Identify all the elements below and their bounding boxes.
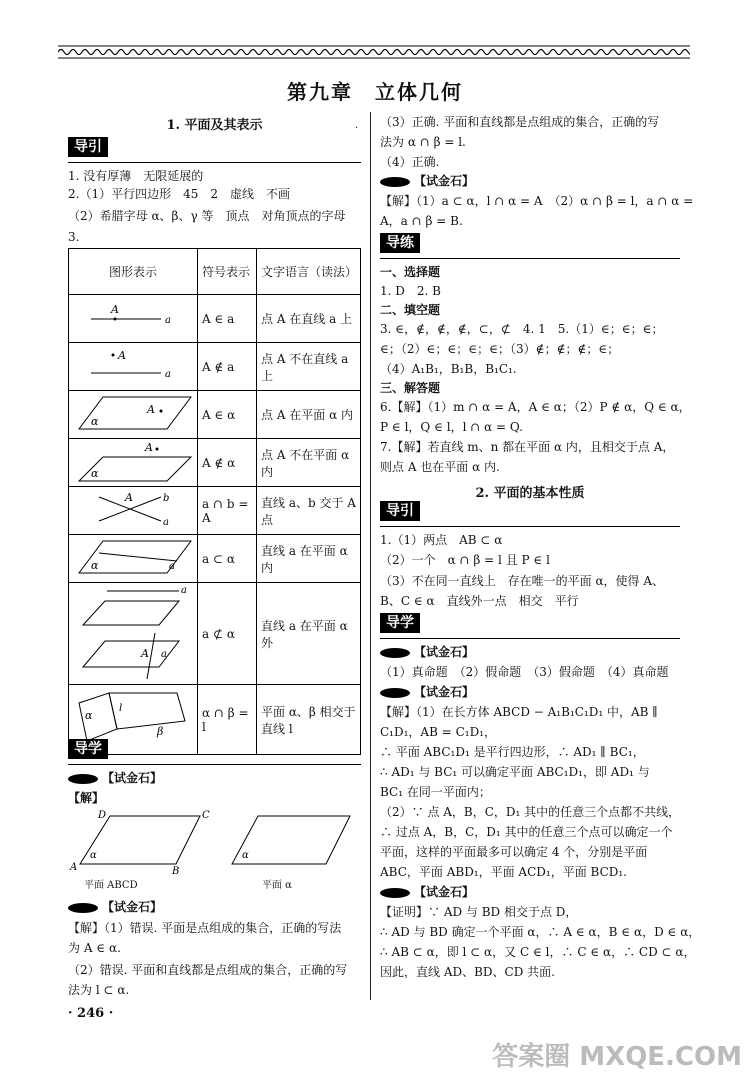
tag-daoyin [68,138,361,163]
tag-label: 导引 [380,501,420,521]
shijinshi-heading [380,173,474,189]
text-line: 【解】（1）在长方体 ABCD − A₁B₁C₁D₁ 中，AB ∥ [380,705,658,719]
text-line: ∴ AB ⊂ α，即 l ⊂ α，又 C ∈ l，∴ C ∈ α，∴ CD ⊂ α， [380,945,696,959]
text-line: ∴ 平面 ABC₁D₁ 是平行四边形，∴ AD₁ ∥ BC₁， [380,745,645,759]
shijinshi-label: 【试金石】 [414,645,475,659]
page-number: · 246 · [68,1006,114,1021]
text-line: （2）一个 α ∩ β = l 且 P ∈ l [380,553,550,567]
figure-cell [69,535,198,583]
text-line: A，a ∩ β = B. [380,214,463,228]
pill-icon [68,774,98,784]
table-cell: 点 A 在直线 a 上 [257,295,361,343]
table-cell: 直线 a 在平面 α 内 [257,535,361,583]
column-divider [370,112,371,1000]
tag-daoyin-2 [380,502,680,527]
svg-text:α: α [91,559,99,572]
svg-text:A: A [118,349,126,362]
text-line: （2）希腊字母 α、β、γ 等 顶点 对角顶点的字母 [68,209,346,223]
table-cell: a ∩ b = A [198,487,257,535]
figure-point-off-plane [69,439,195,483]
figure-point-off-line [69,343,195,387]
svg-text:A: A [111,303,119,316]
text-line: C₁D₁，AB = C₁D₁， [380,725,497,739]
jie-label: 【解】 [68,791,105,805]
symbol-table [68,248,361,755]
text-line: 二、填空题 [380,303,441,317]
figure-point-on-line [69,295,195,339]
table-cell: A ∈ α [198,391,257,439]
svg-text:A: A [147,403,155,416]
figure-caption: 平面 ABCD [84,880,138,891]
header-ornament [58,44,690,60]
text-line: 法为 l ⊂ α. [68,983,130,997]
shijinshi-label: 【试金石】 [102,900,163,914]
figure-point-in-plane [69,391,195,435]
shijinshi-label: 【试金石】 [414,685,475,699]
tick-mark: · [355,123,359,134]
watermark: 答案圈 MXQE.COM [492,1042,742,1072]
tag-daoxue [68,740,361,765]
text-line: （1）真命题 （2）假命题 （3）假命题 （4）真命题 [380,665,669,679]
figure-line-in-plane [69,535,195,579]
svg-text:A: A [70,862,78,873]
shijinshi-heading [68,899,162,915]
text-line: 为 A ∈ α. [68,941,121,955]
svg-text:β: β [157,725,164,738]
text-line: （3）正确. 平面和直线都是点组成的集合，正确的写 [380,115,660,129]
svg-text:α: α [242,850,249,861]
text-line: ∴ AD 与 BD 确定一个平面 α，∴ A ∈ α，B ∈ α，D ∈ α， [380,925,701,939]
svg-text:A: A [145,441,153,454]
table-header: 文字语言（读法） [257,249,361,295]
chapter-title: 第九章 立体几何 [287,80,463,104]
section-title-1: 1. 平面及其表示 [166,118,263,133]
tag-label: 导练 [380,233,420,253]
table-header: 图形表示 [69,249,198,295]
svg-text:C: C [202,810,210,821]
text-line: P ∈ l，Q ∈ l，l ∩ α = Q. [380,420,523,434]
figure-caption: 平面 α [262,880,292,891]
text-line: （2）错误. 平面和直线都是点组成的集合，正确的写 [68,963,348,977]
svg-text:A: A [125,491,133,504]
shijinshi-label: 【试金石】 [414,885,475,899]
svg-text:α: α [90,850,97,861]
section-title-2: 2. 平面的基本性质 [475,486,585,501]
svg-text:α: α [91,467,99,480]
text-line: （3）不在同一直线上 存在唯一的平面 α，使得 A、 [380,574,665,588]
svg-text:a: a [165,369,171,380]
table-cell: 平面 α、β 相交于直线 l [257,685,361,755]
table-cell: α ∩ β = l [198,685,257,755]
svg-text:D: D [98,810,107,821]
svg-text:a: a [165,315,171,326]
table-cell: 直线 a、b 交于 A 点 [257,487,361,535]
tag-daoxue-2 [380,614,680,639]
pill-icon [68,903,98,913]
table-cell: 点 A 不在直线 a 上 [257,343,361,391]
pill-icon [380,177,410,187]
text-line: 【解】（1）a ⊂ α，l ∩ α = A （2）α ∩ β = l，a ∩ α = [380,194,694,208]
text-line: 因此，直线 AD、BD、CD 共面. [380,965,555,979]
svg-text:a: a [181,585,187,596]
svg-text:A: A [141,647,149,660]
text-line: 平面，这样的平面最多可以确定 4 个，分别是平面 [380,845,648,859]
table-cell: A ∉ α [198,439,257,487]
tag-label: 导引 [68,137,108,157]
svg-text:a: a [163,517,169,528]
table-cell: a ⊂ α [198,535,257,583]
text-line: 法为 α ∩ β = l. [380,135,466,149]
text-line: 7.【解】若直线 m、n 都在平面 α 内，且相交于点 A， [380,440,675,454]
text-line: 三、解答题 [380,381,441,395]
text-line: 3. ∈，∉，∉，∉，⊂，⊄ 4. 1 5.（1）∈；∈；∈； [380,322,664,336]
figure-cell [69,583,198,685]
table-cell: 点 A 在平面 α 内 [257,391,361,439]
shijinshi-heading [380,684,474,700]
text-line: （2）∵ 点 A，B，C，D₁ 其中的任意三个点都不共线， [380,805,681,819]
text-line: 【证明】∵ AD 与 BD 相交于点 D， [380,905,578,919]
text-line: 【解】（1）错误. 平面是点组成的集合，正确的写法 [68,921,342,935]
svg-text:α: α [85,709,93,722]
shijinshi-heading [68,770,162,786]
table-cell: a ⊄ α [198,583,257,685]
text-line: 2.（1）平行四边形 45 2 虚线 不画 [68,187,290,201]
tag-label: 导学 [68,739,108,759]
pill-icon [380,888,410,898]
tag-label: 导学 [380,613,420,633]
text-line: BC₁ 在同一平面内； [380,785,491,799]
tag-daolian [380,234,680,259]
table-cell: A ∈ a [198,295,257,343]
svg-text:a: a [161,649,167,660]
text-line: 6.【解】（1）m ∩ α = A，A ∈ α；（2）P ∉ α，Q ∈ α， [380,400,691,414]
text-line: 则点 A 也在平面 α 内. [380,460,500,474]
pill-icon [380,648,410,658]
pill-icon [380,688,410,698]
text-line: （4）A₁B₁，B₁B，B₁C₁. [380,362,517,376]
text-line: ∴ 过点 A，B，C，D₁ 其中的任意三个点可以确定一个 [380,825,673,839]
figure-cell [69,391,198,439]
figure-cell [69,295,198,343]
svg-text:a: a [169,561,175,572]
table-header: 符号表示 [198,249,257,295]
text-line: （4）正确. [380,155,440,169]
svg-text:b: b [163,493,170,504]
figure-cell [69,487,198,535]
svg-text:α: α [91,415,99,428]
svg-text:l: l [119,703,123,714]
text-line: 一、选择题 [380,265,441,279]
text-line: B、C ∈ α 直线外一点 相交 平行 [380,594,579,608]
text-line: ∴ AD₁ 与 BC₁ 可以确定平面 ABC₁D₁，即 AD₁ 与 [380,765,650,779]
figure-cell [69,343,198,391]
shijinshi-heading [380,884,474,900]
shijinshi-heading [380,644,474,660]
text-line: 1. 没有厚薄 无限延展的 [68,169,204,183]
text-line: 1.（1）两点 AB ⊂ α [380,533,503,547]
svg-text:B: B [172,866,180,877]
shijinshi-label: 【试金石】 [414,174,475,188]
figure-intersecting-lines [69,487,195,531]
text-line: 3. [68,230,80,244]
table-cell: 点 A 不在平面 α 内 [257,439,361,487]
table-cell: A ∉ a [198,343,257,391]
text-line: ABC，平面 ABD₁，平面 ACD₁，平面 BCD₁. [380,865,627,879]
figure-cell [69,439,198,487]
text-line: ∈；（2）∈；∈；∈；∈；（3）∉；∉；∉；∈； [380,342,620,356]
shijinshi-label: 【试金石】 [102,771,163,785]
figure-line-outside-plane [69,583,195,681]
table-cell: 直线 a 在平面 α 外 [257,583,361,685]
text-line: 1. D 2. B [380,284,441,298]
